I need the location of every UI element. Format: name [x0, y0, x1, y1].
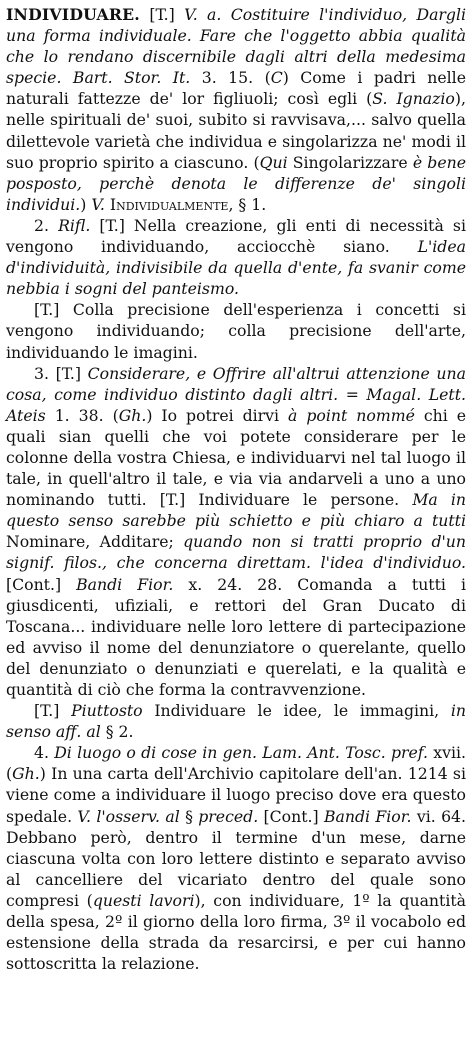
text-run: Gh.: [12, 764, 40, 784]
text-run: L'idea d'individuità, indivisibile da quella d'ente, fa svanir come nebbia i sogni del panteismo.: [6, 237, 466, 299]
text-run: Bandi Fior.: [323, 806, 412, 826]
entry-paragraph-sense-2-note: [6, 299, 466, 362]
entry-paragraph-sense-4: [6, 742, 466, 974]
text-run: preced.: [198, 806, 259, 826]
text-run: Gh.: [118, 405, 147, 425]
text-run: Di luogo o di cose in gen. Lam. Ant. Tosc. pref.: [54, 743, 429, 763]
text-run: ), nelle spirituali de' suoi, subito si ravvisava,... salvo quella dilettevole varietà che individua e singolarizza ne' modi il suo proprio spirito a ciascuno. (: [6, 89, 466, 172]
text-run: §: [179, 806, 199, 826]
text-run: S. Ignazio: [372, 89, 455, 109]
text-run: Singolarizzare: [287, 152, 413, 172]
text-run: Piuttosto: [71, 701, 143, 721]
text-run: [T.]: [139, 5, 185, 24]
text-run: ) In una carta dell'Archivio capitolare dell'an. 1214 si viene come a individuare il luogo preciso dove era questo spedale.: [6, 764, 466, 826]
text-run: Ma in questo senso sarebbe più schietto e più chiaro a tutti: [6, 490, 466, 531]
text-run: C: [270, 68, 283, 88]
text-run: xvii. (: [6, 743, 467, 784]
text-run: 1. 38. (: [45, 405, 119, 425]
text-run: Rifl.: [58, 215, 91, 235]
text-run: V. a. Costituire l'individuo, Dargli una forma individuale. Fare che l'oggetto abbia qualità che lo rendano discernibile dagli altri della medesima specie. Bart. Stor. It.: [6, 5, 467, 88]
text-run: ) Io potrei dirvi: [146, 405, 289, 425]
text-run: § 2.: [100, 722, 134, 742]
text-run: vi. 64. Debbano però, dentro il termine d'un mese, darne ciascuna volta con loro lettere distinto e separato avviso al cancelliere del vicariato dentro del quale sono compresi (: [6, 806, 467, 910]
text-run: questi lavori: [92, 890, 195, 910]
text-run: [T.] Colla precisione dell'esperienza i concetti si vengono individuando; colla precisione dell'arte, individuando le imagini.: [6, 300, 466, 362]
text-run: Individualmente: [104, 194, 229, 214]
text-run: 2.: [34, 215, 59, 235]
text-run: Magal. Lett. Ateis: [6, 384, 467, 425]
text-run: [T.] Nella creazione, gli enti di necessità si vengono individuando, acciocchè siano.: [6, 215, 466, 257]
text-run: =: [338, 384, 367, 404]
text-run: x. 24. 28. Comanda a tutti i giusdicenti, ufiziali, e rettori del Gran Ducato di Toscana... individuare nelle loro lettere di partecipazione ed avviso il nome del denunziatore o querelante, quello del denunziato o denunziati e querelati, e la qualità e quantità di ciò che forma la contravvenzione.: [6, 574, 466, 699]
text-run: chi e quali sian quelli che voi potete considerare per le colonne della vostra Chiesa, e individuarvi nel tal luogo il tale, in quell'altro il tale, e via via andarveli a uno a uno nominando tutti. [T.] Individuare le persone.: [6, 405, 467, 510]
text-run: Nominare, Additare;: [6, 532, 184, 552]
text-run: [T.]: [34, 701, 72, 721]
text-run: , § 1.: [228, 194, 267, 214]
entry-paragraph-sense-3: [6, 363, 466, 701]
text-run: 3. 15. (: [190, 68, 271, 88]
text-run: Bandi Fior.: [76, 574, 174, 594]
entry-paragraph-sense-2: [6, 215, 466, 299]
headword: INDIVIDUARE.: [6, 5, 140, 24]
text-run: quando non si tratti proprio d'un signif. filos., che concerna direttam. l'idea d'individuo.: [6, 532, 466, 573]
text-run: Qui: [259, 152, 288, 172]
text-run: è bene posposto, perchè denota le differenze de' singoli individui.: [6, 152, 466, 214]
text-run: 4.: [34, 743, 55, 763]
dictionary-entry-individuare: [6, 4, 466, 974]
entry-paragraph-definition: [6, 4, 466, 215]
text-run: ) Come i padri nelle naturali fattezze de' lor figliuoli; così egli (: [6, 68, 466, 109]
text-run: V. l'osserv. al: [77, 806, 180, 826]
text-run: 3. [T.]: [34, 363, 88, 383]
text-run: ): [80, 194, 92, 214]
text-run: Individuare le idee, le immagini,: [142, 701, 451, 721]
text-run: Considerare, e Offrire all'altrui attenzione una cosa, come individuo distinto dagli altri.: [6, 363, 466, 404]
text-run: in senso aff. al: [6, 701, 466, 742]
text-run: V.: [91, 194, 105, 214]
text-run: ), con individuare, 1º la quantità della spesa, 2º il giorno della loro firma, 3º il vocabolo ed estensione della strada da resarcirsi, e per cui hanno sottoscritta la relazione.: [6, 890, 467, 974]
entry-paragraph-sense-3-note: [6, 700, 466, 742]
text-run: à point nommé: [288, 405, 415, 425]
text-run: [Cont.]: [6, 574, 77, 594]
text-run: [Cont.]: [258, 806, 324, 826]
